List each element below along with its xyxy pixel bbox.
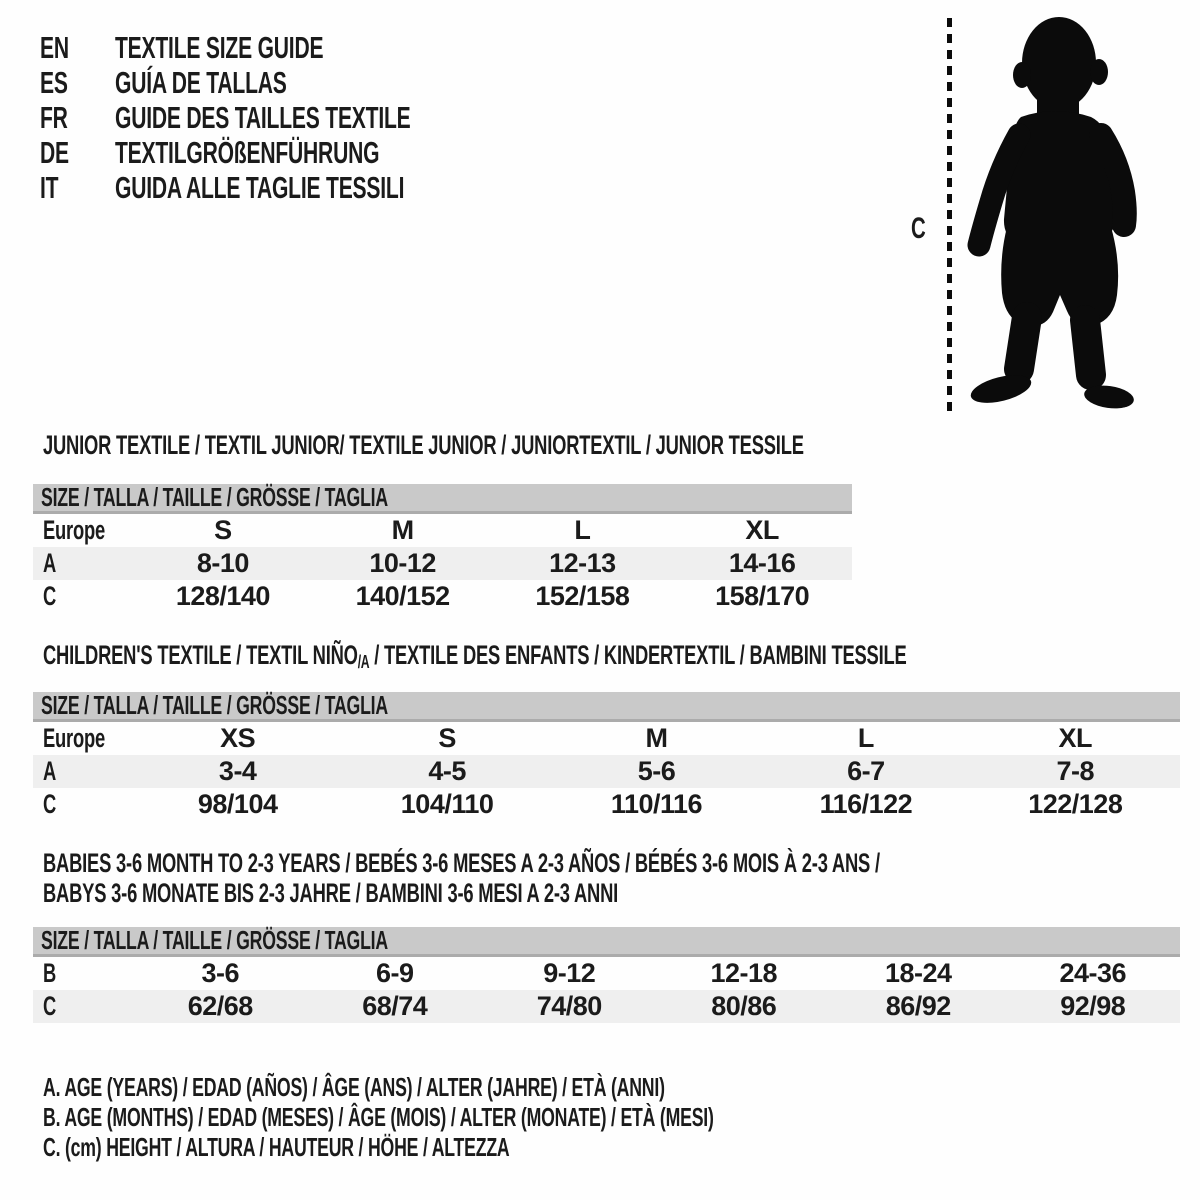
size-cell: S xyxy=(438,723,456,753)
value-cell: 3-6 xyxy=(201,958,240,988)
table-row xyxy=(33,722,1180,755)
junior-size-table xyxy=(33,484,852,613)
legend-line-a: A. AGE (YEARS) / EDAD (AÑOS) / ÂGE (ANS) / ALTER (JAHRE) / ETÀ (ANNI) xyxy=(43,1072,665,1102)
value-cell: 152/158 xyxy=(535,581,630,611)
value-cell: 80/86 xyxy=(711,991,777,1021)
table-row xyxy=(33,788,1180,821)
lang-row-de xyxy=(40,135,550,170)
nino-a-subscript: /A xyxy=(357,652,370,672)
lang-code-en: EN xyxy=(40,30,69,65)
value-cell: 62/68 xyxy=(187,991,253,1021)
value-cell: 5-6 xyxy=(637,756,676,786)
row-label: Europe xyxy=(43,515,106,545)
lang-code-es: ES xyxy=(40,65,68,100)
lang-code-it: IT xyxy=(40,170,59,205)
value-cell: 3-4 xyxy=(218,756,257,786)
section-title-children: CHILDREN'S TEXTILE / TEXTIL NIÑO/A / TEXTILE DES ENFANTS / KINDERTEXTIL / BAMBINI TESSILE xyxy=(43,640,907,672)
row-label: C xyxy=(43,581,57,611)
size-band-label: SIZE / TALLA / TAILLE / GRÖSSE / TAGLIA xyxy=(41,925,388,955)
value-cell: 12-13 xyxy=(549,548,616,578)
size-cell: XS xyxy=(220,723,256,753)
value-cell: 74/80 xyxy=(536,991,602,1021)
value-cell: 7-8 xyxy=(1056,756,1095,786)
value-cell: 14-16 xyxy=(728,548,796,578)
value-cell: 110/116 xyxy=(610,789,703,819)
lang-title-de: TEXTILGRÖßENFÜHRUNG xyxy=(115,135,380,170)
table-row xyxy=(33,755,1180,788)
value-cell: 158/170 xyxy=(715,581,810,611)
lang-code-de: DE xyxy=(40,135,69,170)
value-cell: 104/110 xyxy=(400,789,494,819)
size-band-label: SIZE / TALLA / TAILLE / GRÖSSE / TAGLIA xyxy=(41,690,388,720)
value-cell: 24-36 xyxy=(1059,958,1127,988)
row-label: Europe xyxy=(43,723,106,753)
value-cell: 8-10 xyxy=(196,548,249,578)
lang-row-en xyxy=(40,30,550,65)
value-cell: 12-18 xyxy=(710,958,778,988)
value-cell: 9-12 xyxy=(543,958,596,988)
size-band xyxy=(33,484,852,514)
value-cell: 4-5 xyxy=(428,756,466,786)
value-cell: 10-12 xyxy=(369,548,436,578)
size-band-label: SIZE / TALLA / TAILLE / GRÖSSE / TAGLIA xyxy=(41,482,388,512)
value-cell: 18-24 xyxy=(884,958,952,988)
language-title-list xyxy=(40,30,550,205)
value-cell: 86/92 xyxy=(885,991,951,1021)
lang-code-fr: FR xyxy=(40,100,68,135)
legend-line-c: C. (cm) HEIGHT / ALTURA / HAUTEUR / HÖHE / ALTEZZA xyxy=(43,1132,510,1162)
children-size-table xyxy=(33,692,1180,821)
value-cell: 122/128 xyxy=(1028,789,1123,819)
row-label: B xyxy=(43,958,57,988)
value-cell: 98/104 xyxy=(197,789,278,819)
value-cell: 116/122 xyxy=(819,789,913,819)
babies-size-table xyxy=(33,927,1180,1023)
row-label: A xyxy=(43,548,57,578)
size-band xyxy=(33,692,1180,722)
lang-title-fr: GUIDE DES TAILLES TEXTILE xyxy=(115,100,411,135)
legend-line-b: B. AGE (MONTHS) / EDAD (MESES) / ÂGE (MOIS) / ALTER (MONATE) / ETÀ (MESI) xyxy=(43,1102,714,1132)
table-row xyxy=(33,547,852,580)
height-measure-dashed-line xyxy=(947,18,952,418)
size-cell: L xyxy=(857,723,874,753)
lang-row-es xyxy=(40,65,550,100)
size-cell: XL xyxy=(1058,723,1093,753)
value-cell: 68/74 xyxy=(362,991,428,1021)
toddler-silhouette-icon xyxy=(963,17,1145,417)
section-title-babies xyxy=(43,848,1200,908)
size-cell: S xyxy=(214,515,232,545)
lang-row-fr xyxy=(40,100,550,135)
table-row xyxy=(33,514,852,547)
value-cell: 6-9 xyxy=(375,958,414,988)
row-label: C xyxy=(43,991,57,1021)
lang-title-it: GUIDA ALLE TAGLIE TESSILI xyxy=(115,170,405,205)
table-row xyxy=(33,580,852,613)
measure-legend xyxy=(43,1072,1029,1162)
row-label: C xyxy=(43,789,57,819)
size-cell: L xyxy=(574,515,591,545)
measure-label-c: C xyxy=(911,212,926,245)
size-cell: XL xyxy=(745,515,779,545)
size-guide-figure xyxy=(895,8,1175,428)
babies-title-line2: BABYS 3-6 MONATE BIS 2-3 JAHRE / BAMBINI 3-6 MESI A 2-3 ANNI xyxy=(43,878,619,908)
section-title-junior: JUNIOR TEXTILE / TEXTIL JUNIOR/ TEXTILE JUNIOR / JUNIORTEXTIL / JUNIOR TESSILE xyxy=(43,430,804,460)
size-band xyxy=(33,927,1180,957)
table-row xyxy=(33,990,1180,1023)
value-cell: 92/98 xyxy=(1060,991,1126,1021)
lang-row-it xyxy=(40,170,550,205)
babies-title-line1: BABIES 3-6 MONTH TO 2-3 YEARS / BEBÉS 3-6 MESES A 2-3 AÑOS / BÉBÉS 3-6 MOIS À 2-3 ANS / xyxy=(43,848,880,878)
value-cell: 128/140 xyxy=(175,581,270,611)
row-label: A xyxy=(43,756,57,786)
value-cell: 140/152 xyxy=(355,581,450,611)
lang-title-en: TEXTILE SIZE GUIDE xyxy=(115,30,324,65)
table-row xyxy=(33,957,1180,990)
size-cell: M xyxy=(645,723,668,753)
value-cell: 6-7 xyxy=(847,756,885,786)
size-cell: M xyxy=(391,515,414,545)
lang-title-es: GUÍA DE TALLAS xyxy=(115,65,287,100)
